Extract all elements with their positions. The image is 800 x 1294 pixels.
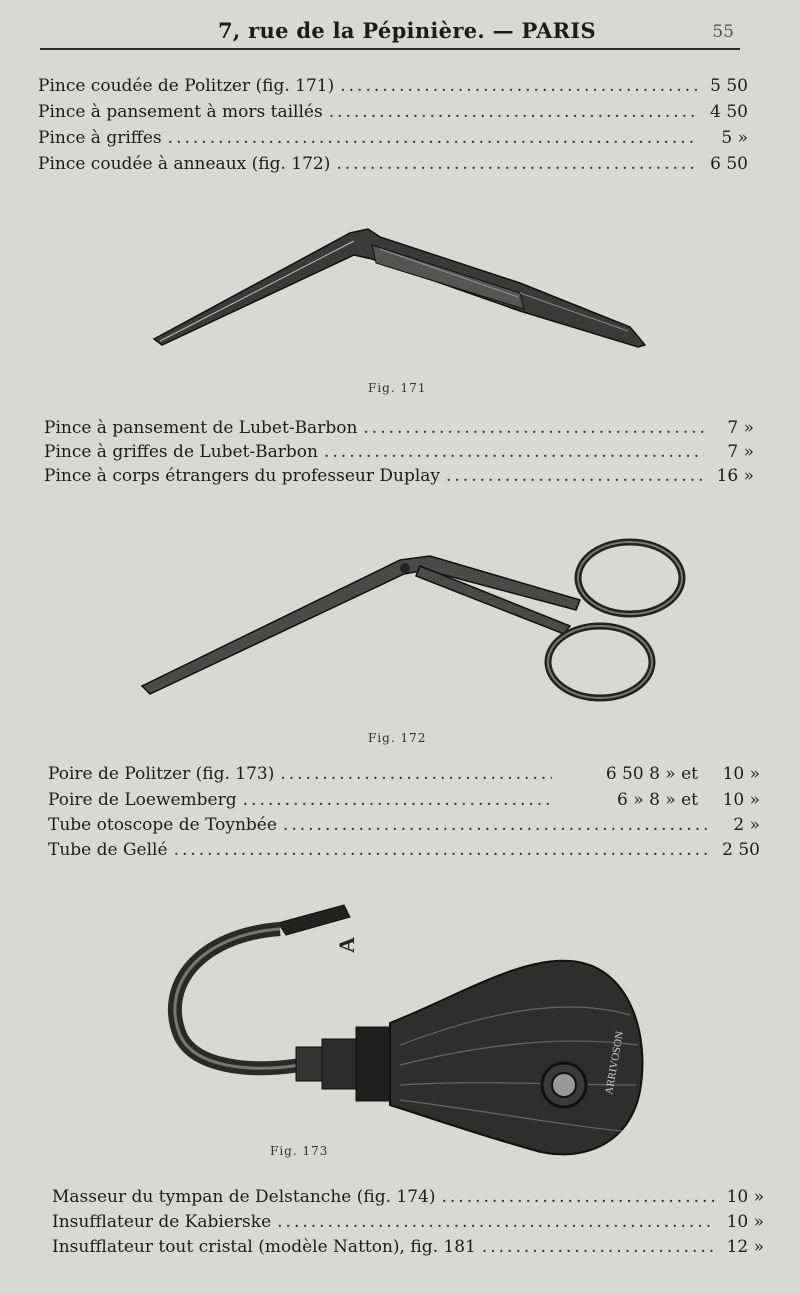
item-name: Pince coudée à anneaux (fig. 172) — [38, 154, 331, 174]
engraving-text: ARRIVOSON — [603, 1030, 627, 1096]
list-item — [52, 1212, 764, 1236]
item-price: 10 » — [722, 764, 760, 784]
item-price: 6 50 — [710, 154, 748, 174]
item-name: Pince coudée de Politzer (fig. 171) — [38, 76, 335, 96]
list-item — [48, 815, 760, 839]
item-name: Pince à griffes de Lubet-Barbon — [44, 442, 318, 462]
item-price: 5 50 — [710, 76, 748, 96]
item-price: 2 » — [733, 815, 760, 835]
item-price: 4 50 — [710, 102, 748, 122]
list-item — [48, 840, 760, 864]
item-price-range: 6 50 8 » et — [605, 764, 698, 784]
figure-caption: Fig. 172 — [368, 731, 427, 745]
item-price: 7 » — [727, 442, 754, 462]
item-price: 10 » — [726, 1212, 764, 1232]
bent-forceps-illustration — [140, 215, 660, 365]
item-price: 10 » — [726, 1187, 764, 1207]
list-item — [38, 154, 748, 178]
header-title: 7, rue de la Pépinière. — PARIS — [218, 18, 596, 43]
list-item — [52, 1237, 764, 1261]
figure-caption: Fig. 173 — [270, 1144, 329, 1158]
page-header — [40, 18, 740, 50]
item-price: 12 » — [726, 1237, 764, 1257]
item-name: Tube de Gellé — [48, 840, 168, 860]
item-name: Insufflateur de Kabierske — [52, 1212, 272, 1232]
list-item — [48, 790, 760, 814]
item-name: Pince à griffes — [38, 128, 162, 148]
figure-caption: Fig. 171 — [368, 381, 427, 395]
item-price: 16 » — [716, 466, 754, 486]
list-item — [38, 128, 748, 152]
item-name: Poire de Politzer (fig. 173) — [48, 764, 275, 784]
item-name: Pince à pansement à mors taillés — [38, 102, 323, 122]
ring-forceps-illustration — [130, 530, 700, 710]
item-price: 10 » — [722, 790, 760, 810]
list-item — [52, 1187, 764, 1211]
item-name: Masseur du tympan de Delstanche (fig. 174) — [52, 1187, 436, 1207]
item-price: 7 » — [727, 418, 754, 438]
list-item — [38, 76, 748, 100]
item-price: 2 50 — [722, 840, 760, 860]
item-price-range: 6 » 8 » et — [617, 790, 698, 810]
list-item — [38, 102, 748, 126]
politzer-bulb-illustration — [160, 895, 660, 1170]
label-a: A — [334, 937, 359, 953]
item-name: Pince à corps étrangers du professeur Duplay — [44, 466, 440, 486]
list-item — [44, 466, 754, 490]
item-name: Pince à pansement de Lubet-Barbon — [44, 418, 358, 438]
item-name: Poire de Loewemberg — [48, 790, 237, 810]
page-number: 55 — [712, 22, 734, 42]
list-item — [48, 764, 760, 788]
item-name: Tube otoscope de Toynbée — [48, 815, 277, 835]
list-item — [44, 442, 754, 466]
item-price: 5 » — [721, 128, 748, 148]
list-item — [44, 418, 754, 442]
item-name: Insufflateur tout cristal (modèle Natton), fig. 181 — [52, 1237, 476, 1257]
